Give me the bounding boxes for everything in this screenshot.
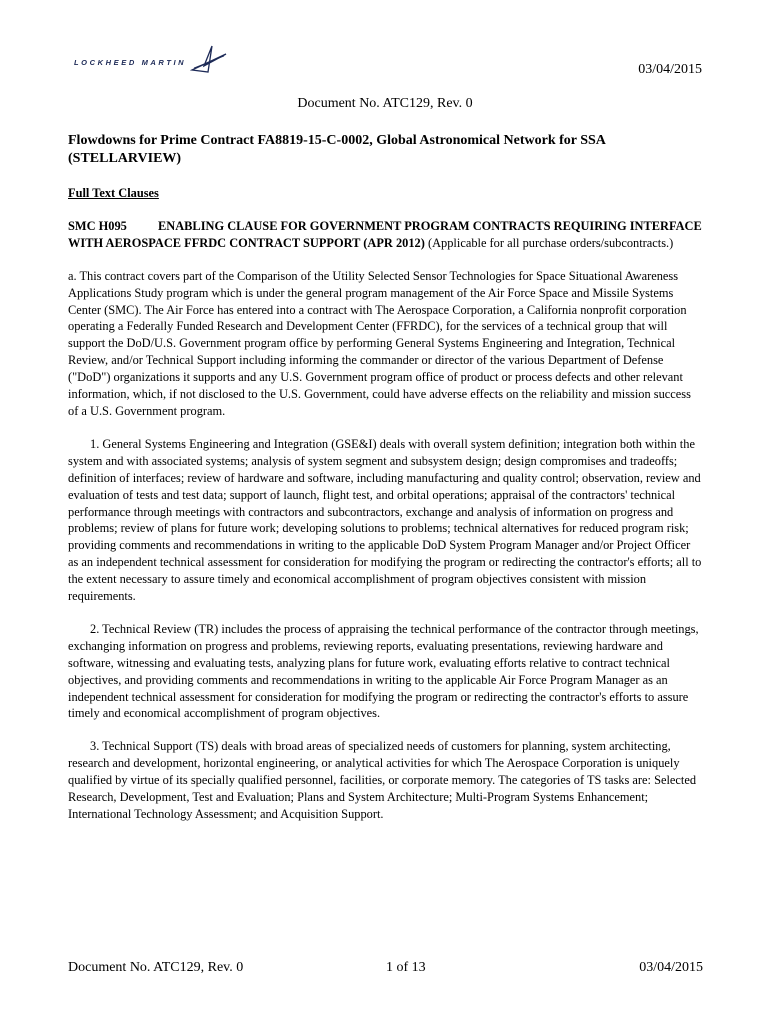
document-number: Document No. ATC129, Rev. 0: [297, 96, 473, 111]
lockheed-martin-logo: [66, 44, 231, 76]
paragraph-1: 1. General Systems Engineering and Integration (GSE&I) deals with overall system definition; integration both within the system and with associated systems; analysis of system segment and subsystem design; design compromises and tradeoffs; definition of interfaces; review of hardware and software, including manufacturing and quality control; observation, review and evaluation of tests and test data; support of launch, flight test, and orbital operations; appraisal of the contractors' technical performance through meetings with contractors and subcontractors, exchange and analysis of information on progress and problems; review of plans for future work; developing solutions to problems; technical alternatives for reduced program risk; providing comments and recommendations in writing to the applicable DoD System Program Manager and/or Project Officer as an independent technical assessment for consideration for modifying the program or redirecting the contractor's efforts; all to the extent necessary to assure timely and economical accomplishment of program objectives consistent with mission requirements.: [68, 436, 702, 604]
star-icon: [190, 44, 230, 76]
logo-wordmark: LOCKHEED MARTIN: [74, 58, 187, 67]
document-title: Flowdowns for Prime Contract FA8819-15-C-0002, Global Astronomical Network for SSA (STELLARVIEW): [68, 133, 606, 166]
footer-date: 03/04/2015: [639, 960, 703, 975]
paragraph-3: 3. Technical Support (TS) deals with broad areas of specialized needs of customers for planning, system architecting, research and development, horizontal engineering, or analytical activities for which The Aerospace Corporation is uniquely qualified by virtue of its specially qualified personnel, facilities, or corporate memory. The categories of TS tasks are: Selected Research, Development, Test and Evaluation; Plans and System Architecture; Multi-Program Systems Enhancement; International Technology Assessment; and Acquisition Support.: [68, 739, 697, 821]
paragraph-a: a. This contract covers part of the Comparison of the Utility Selected Sensor Technologies for Space Situational Awareness Applications Study program which is under the general program management of the Air Force Space and Missile Systems Center (SMC). The Air Force has entered into a contract with The Aerospace Corporation, a California nonprofit corporation operating a Federally Funded Research and Development Center (FFRDC), for the services of a technical group that will support the DoD/U.S. Government program office by performing General Systems Engineering and Integration, Technical Review, and/or Technical Support including informing the commander or director of the various Department of Defense ("DoD") organizations it supports and any U.S. Government program office of product or process defects and other relevant information, which, if not disclosed to the U.S. Government, could have adverse effects on the reliability and mission success of a U.S. Government program.: [68, 268, 691, 418]
section-heading: Full Text Clauses: [68, 186, 159, 200]
clause-number: SMC H095: [68, 218, 127, 233]
footer-page-number: 1 of 13: [386, 960, 426, 975]
page-footer: [68, 960, 703, 980]
clause-heading: [68, 218, 703, 252]
clause-title: ENABLING CLAUSE FOR GOVERNMENT PROGRAM CONTRACTS REQUIRING INTERFACE WITH AEROSPACE FFRDC CONTRACT SUPPORT (APR 2012): [68, 218, 702, 250]
document-body: [68, 132, 703, 839]
paragraph-2: 2. Technical Review (TR) includes the process of appraising the technical performance of the contractor through meetings, exchanging information on progress and problems, reviewing reports, evaluating presentations, reviewing hardware and software, witnessing and evaluating tests, analyzing plans for future work, evaluating efforts relative to contract technical objectives, and providing comments and recommendations in writing to the applicable Air Force Program Manager as an independent technical assessment for consideration for modifying the program or redirecting the contractor's efforts to assure timely and economical accomplishment of program objectives.: [68, 621, 699, 721]
header-date: 03/04/2015: [638, 62, 702, 77]
footer-document-number: Document No. ATC129, Rev. 0: [68, 960, 244, 975]
clause-applicability: (Applicable for all purchase orders/subcontracts.): [427, 235, 674, 250]
